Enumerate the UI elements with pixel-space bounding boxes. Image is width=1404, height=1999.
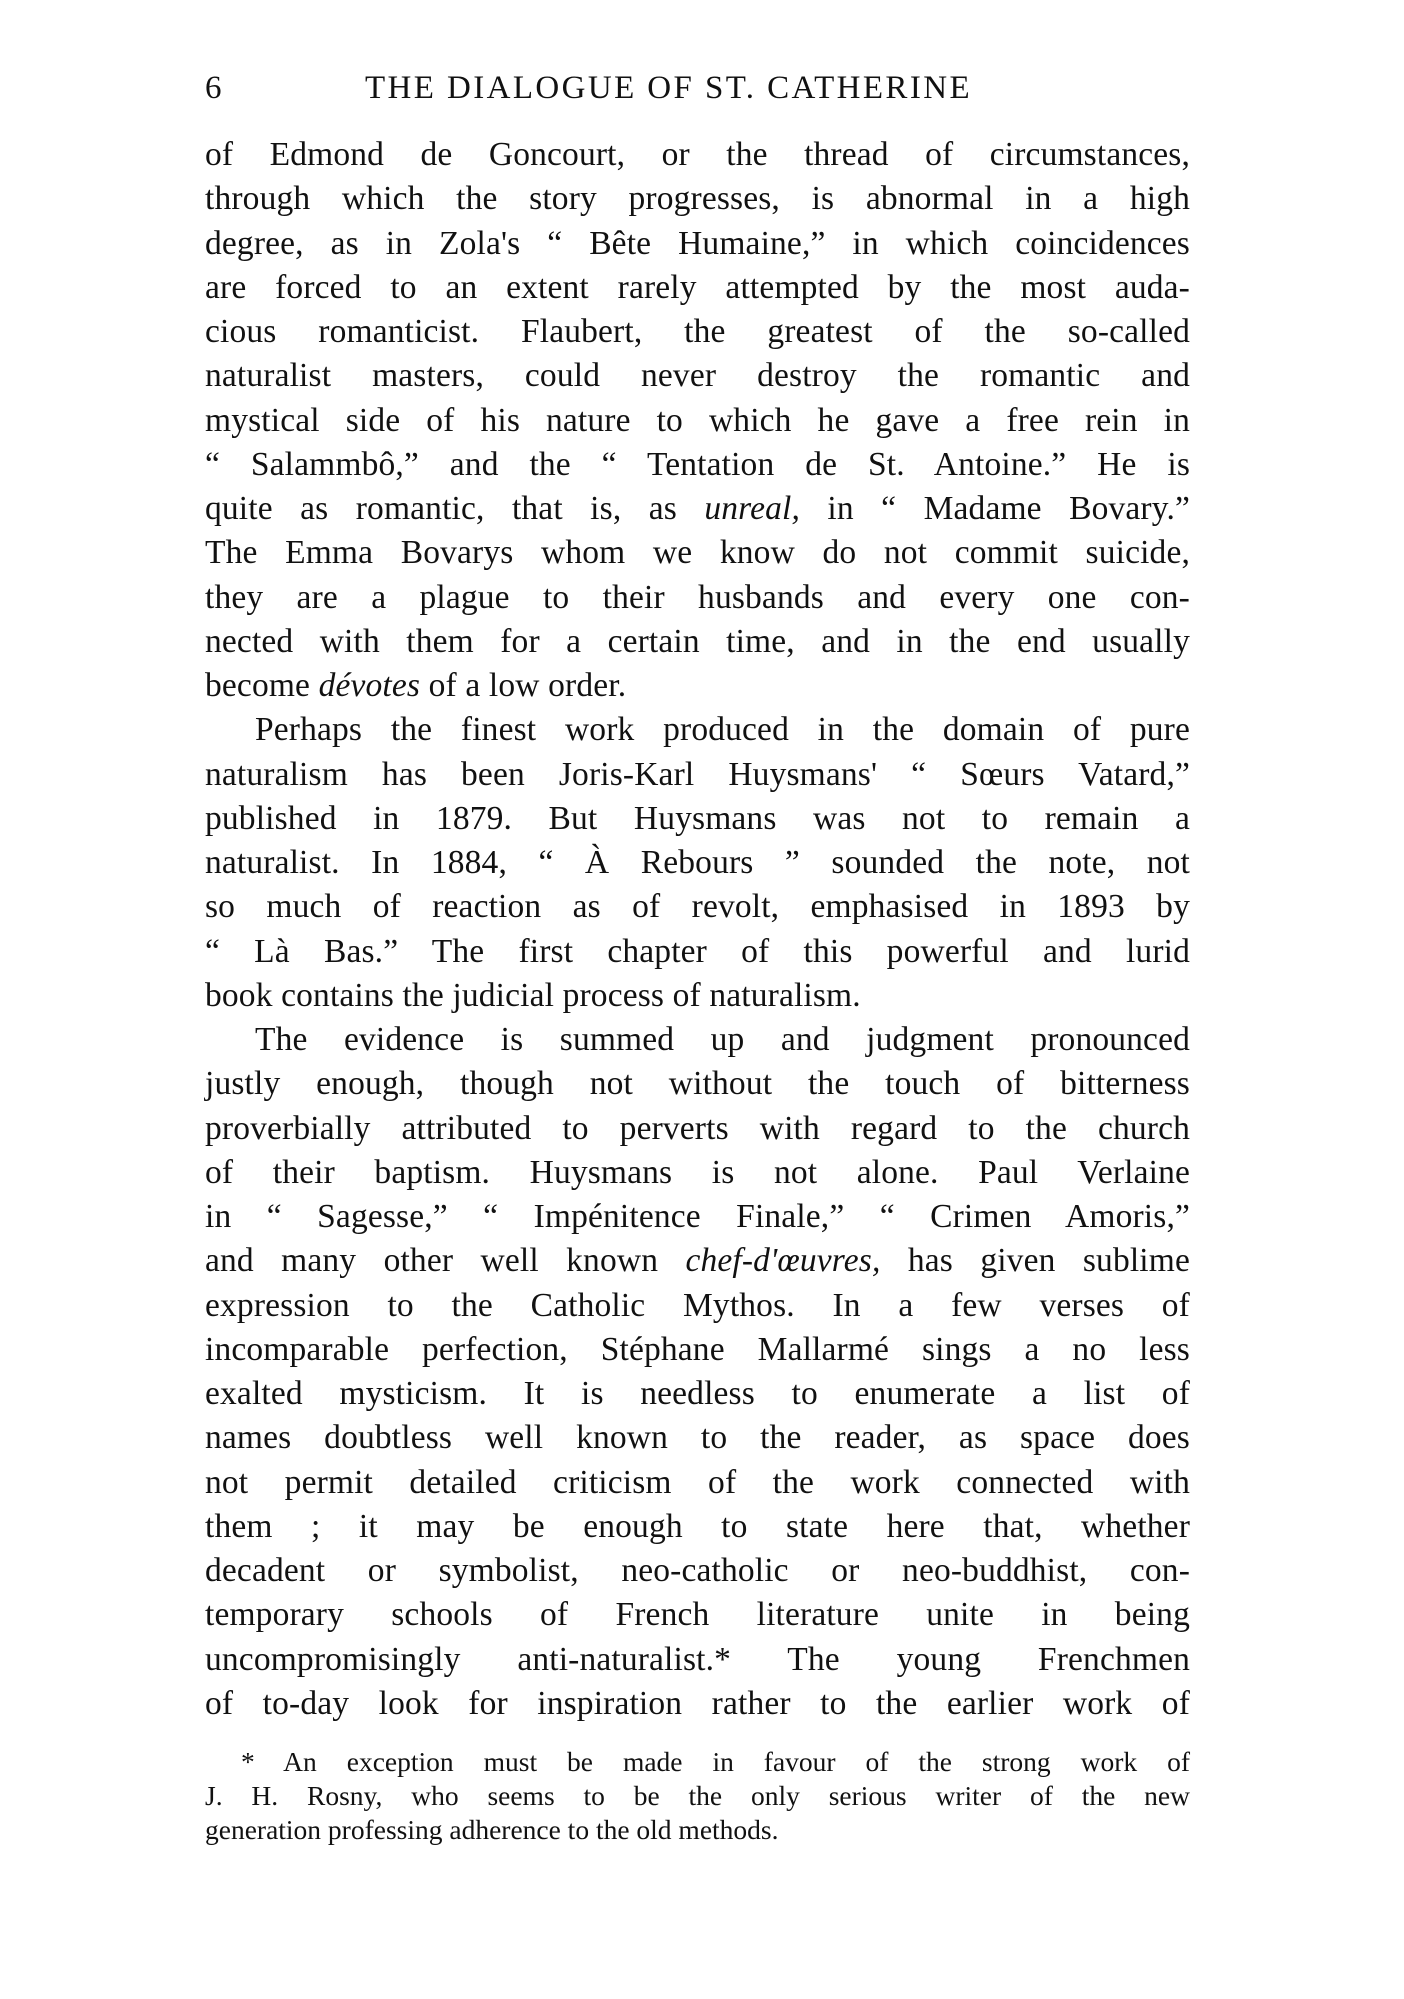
page-number: 6 xyxy=(205,70,222,106)
text-line: decadent or symbolist, neo-catholic or neo-buddhist, con- xyxy=(205,1552,1190,1589)
text-segment: quite as romantic, that is, as xyxy=(205,490,705,527)
text-line: of Edmond de Goncourt, or the thread of circumstances, xyxy=(205,136,1190,173)
text-line: expression to the Catholic Mythos. In a few verses of xyxy=(205,1286,1190,1324)
text-line: are forced to an extent rarely attempted by the most auda- xyxy=(205,268,1190,306)
footnote-line: generation professing adherence to the old methods. xyxy=(205,1814,779,1845)
text-line: through which the story progresses, is abnormal in a high xyxy=(205,180,1190,218)
text-line: The Emma Bovarys whom we know do not commit suicide, xyxy=(205,534,1190,572)
text-line xyxy=(205,1239,1190,1283)
text-line: “ Salammbô,” and the “ Tentation de St. Antoine.” He is xyxy=(205,445,1190,483)
text-line: exalted mysticism. It is needless to enumerate a list of xyxy=(205,1375,1190,1412)
text-line: not permit detailed criticism of the work connected with xyxy=(205,1463,1190,1501)
text-segment: of a low order. xyxy=(420,667,627,704)
text-line: degree, as in Zola's “ Bête Humaine,” in which coincidences xyxy=(205,224,1190,262)
text-segment: has given sublime xyxy=(880,1242,1190,1280)
text-line: of to-day look for inspiration rather to the earlier work of xyxy=(205,1684,1190,1722)
text-line: nected with them for a certain time, and in the end usually xyxy=(205,622,1190,660)
text-line: them ; it may be enough to state here that, whether xyxy=(205,1507,1190,1545)
text-line: justly enough, though not without the touch of bitterness xyxy=(205,1065,1190,1103)
body-text xyxy=(205,133,1190,1726)
text-line: mystical side of his nature to which he gave a free rein in xyxy=(205,401,1190,439)
text-line: naturalist masters, could never destroy the romantic and xyxy=(205,357,1190,395)
footnote xyxy=(205,1745,1190,1847)
text-line: published in 1879. But Huysmans was not to remain a xyxy=(205,799,1190,837)
text-line: The evidence is summed up and judgment pronounced xyxy=(255,1021,1190,1058)
text-line: naturalist. In 1884, “ À Rebours ” sounded the note, not xyxy=(205,844,1190,881)
text-line: temporary schools of French literature unite in being xyxy=(205,1596,1190,1634)
text-line: cious romanticist. Flaubert, the greatest of the so-called xyxy=(205,313,1190,350)
text-line: in “ Sagesse,” “ Impénitence Finale,” “ Crimen Amoris,” xyxy=(205,1198,1190,1235)
text-segment: and many other well known xyxy=(205,1242,686,1280)
running-head: THE DIALOGUE OF ST. CATHERINE xyxy=(365,70,973,106)
text-line: uncompromisingly anti-naturalist.* The young Frenchmen xyxy=(205,1640,1190,1678)
text-line: they are a plague to their husbands and every one con- xyxy=(205,578,1190,616)
footnote-line: J. H. Rosny, who seems to be the only serious writer of the new xyxy=(205,1780,1190,1811)
text-line: “ Là Bas.” The first chapter of this powerful and lurid xyxy=(205,932,1190,970)
text-line: of their baptism. Huysmans is not alone. Paul Verlaine xyxy=(205,1153,1190,1191)
text-line xyxy=(205,487,1190,531)
text-segment: become xyxy=(205,667,319,704)
text-line: names doubtless well known to the reader, as space does xyxy=(205,1419,1190,1457)
text-line: so much of reaction as of revolt, emphasised in 1893 by xyxy=(205,888,1190,926)
footnote-line: * An exception must be made in favour of the strong work of xyxy=(241,1746,1190,1777)
text-line: book contains the judicial process of naturalism. xyxy=(205,976,861,1014)
text-line: incomparable perfection, Stéphane Mallarmé sings a no less xyxy=(205,1330,1190,1368)
italic-word: dévotes xyxy=(318,667,421,704)
text-line: naturalism has been Joris-Karl Huysmans' “ Sœurs Vatard,” xyxy=(205,755,1190,793)
text-line: proverbially attributed to perverts with regard to the church xyxy=(205,1109,1190,1147)
text-line xyxy=(205,664,1190,708)
text-segment: in “ Madame Bovary.” xyxy=(800,490,1190,527)
italic-word: unreal, xyxy=(704,490,801,527)
text-line: Perhaps the finest work produced in the domain of pure xyxy=(255,711,1190,749)
italic-word: chef-d'œuvres, xyxy=(685,1242,881,1280)
page-header xyxy=(205,66,1190,110)
